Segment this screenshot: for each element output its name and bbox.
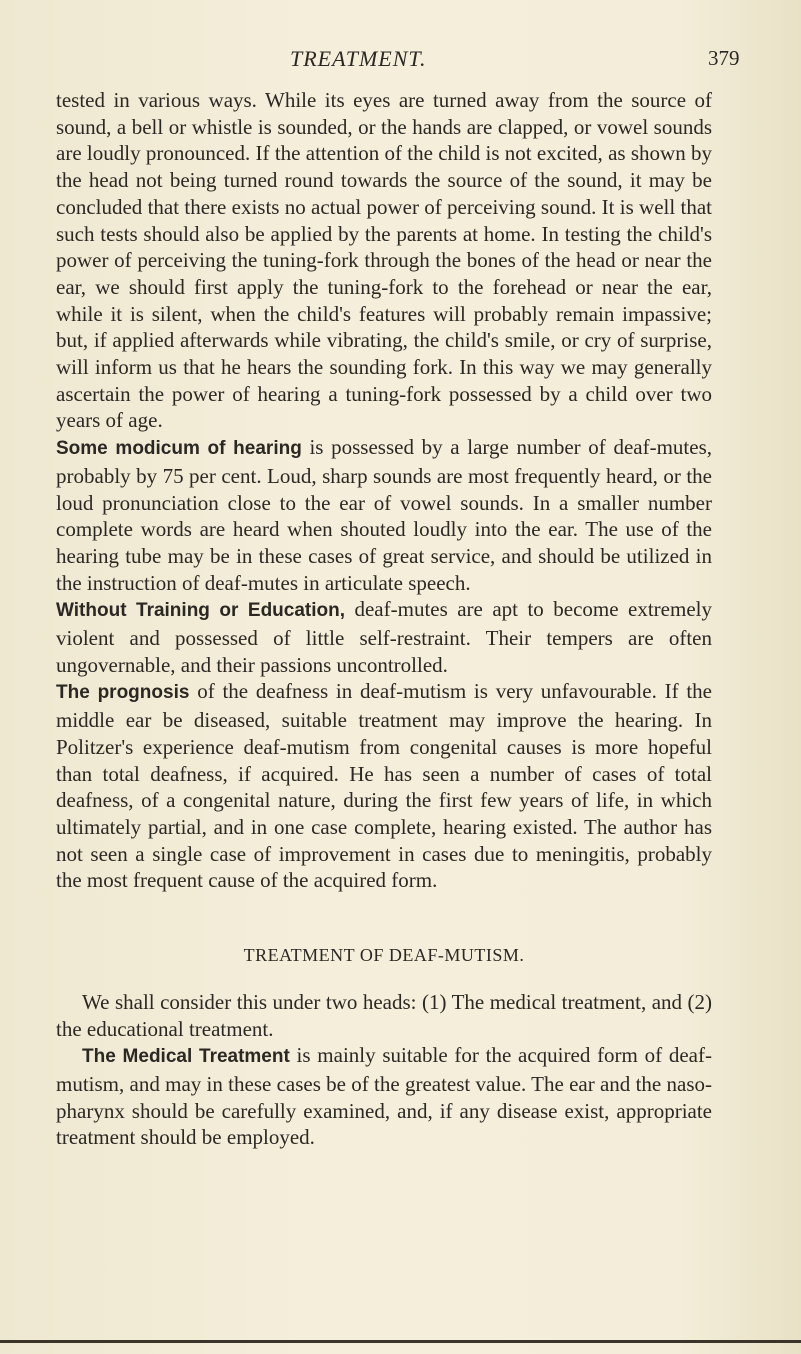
paragraph-tuning-fork-tests: tested in various ways. While its eyes are turned away from the source of sound, a bell or whistle is sounded, or the hands are clapped, or vowel sounds are loudly pronounced. If the attention of the child is not excited, as shown by the head not being turned round towards the source of the sound, it may be concluded that there exists no actual power of perceiving sound. It is well that such tests should also be applied by the parents at home. In testing the child's power of perceiving the tuning-fork through the bones of the head or near the ear, we should first apply the tuning-fork to the forehead or near the ear, while it is silent, when the child's features will probably remain impassive; but, if applied afterwards while vibrating, the child's smile, or cry of surprise, will inform us that he hears the sounding fork. In this way we may generally ascertain the power of hearing a tuning-fork possessed by a child over two years of age.: [56, 88, 712, 433]
paragraph-lead: The Medical Treatment: [82, 1046, 290, 1068]
running-head: TREATMENT.: [290, 46, 427, 71]
paragraph-text: of the deafness in deaf-mutism is very unfavourable. If the middle ear be diseased, suitable treatment may improve the hearing. In Politzer's experience deaf-mutism from congenital causes is more hopeful than total deafness, if acquired. He has seen a number of cases of total deafness, of a congenital nature, during the first few years of life, in which ultimately partial, and in one case complete, hearing existed. The author has not seen a single case of improvement in cases due to meningitis, probably the most frequent cause of the acquired form.: [56, 679, 712, 893]
paragraph-text: is possessed by a large number of deaf-mutes, probably by 75 per cent. Loud, sharp sounds are most frequently heard, or the loud pronunciation close to the ear of vowel sounds. In a smaller number complete words are heard when shouted loudly into the ear. The use of the hearing tube may be in these cases of great service, and should be utilized in the instruction of deaf-mutes in articulate speech.: [56, 435, 712, 595]
paragraph-medical-treatment: [56, 1042, 712, 1151]
page-number: 379: [708, 46, 740, 70]
paragraph-text: deaf-mutes are apt to become extremely violent and possessed of little self-restraint. Their tempers are often ungovernable, and their passions uncontrolled.: [56, 597, 712, 677]
paragraph-lead: Some modicum of hearing: [56, 438, 302, 460]
body-text: [56, 87, 712, 1151]
paragraph-text: is mainly suitable for the acquired form of deaf-mutism, and may in these cases be of the greatest value. The ear and the naso-pharynx should be carefully examined, and, if any disease exist, appropriate treatment should be employed.: [56, 1043, 712, 1150]
paragraph-two-heads: We shall consider this under two heads: (1) The medical treatment, and (2) the educational treatment.: [56, 989, 712, 1041]
paragraph-without-training: [56, 596, 712, 678]
paragraph-lead: The prognosis: [56, 682, 190, 704]
paragraph-prognosis: [56, 678, 712, 894]
section-heading: TREATMENT OF DEAF-MUTISM.: [243, 945, 525, 966]
paragraph-lead: Without Training or Education,: [56, 600, 346, 622]
bottom-edge-rule: [0, 1340, 801, 1343]
paragraph-modicum-of-hearing: [56, 434, 712, 596]
